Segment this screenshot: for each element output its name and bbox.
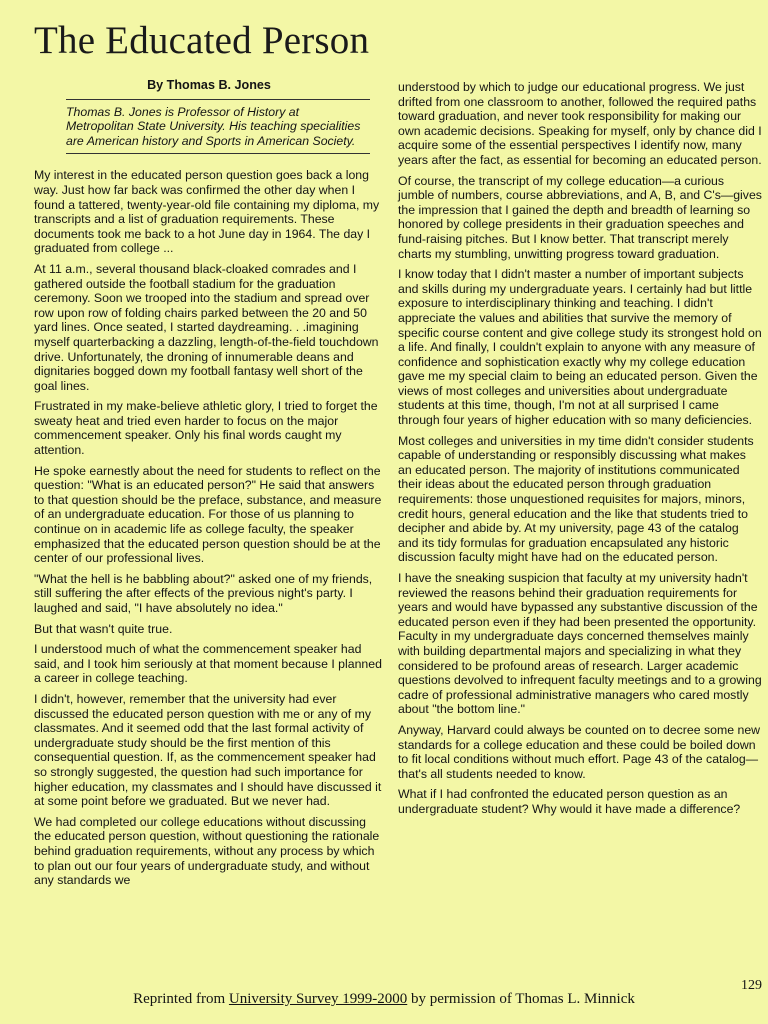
paragraph: My interest in the educated person question goes back a long way. Just how far back was confirmed the other day when I found a tattered, twenty-year-old file containing my diploma, my transcripts and a list of graduation requirements. These documents took me back to a hot June day in 1964. The day I graduated from college ... — [34, 168, 380, 256]
footer-source: University Survey 1999-2000 — [228, 991, 408, 1007]
paragraph: Most colleges and universities in my time didn't consider students capable of understanding or responsibly discussing what makes an educated person. The majority of institutions communicated their ideas about the educated person through graduation requirements: those unquestioned requisites for majors, minors, credit hours, general education and the like that students tried to decipher and abide by. At my university, page 43 of the catalog and its tidy formulas for graduation encapsulated any historic discussion faculty might have had on the educated person. — [398, 433, 754, 565]
paragraph: I know today that I didn't master a number of important subjects and skills during my undergraduate years. I certainly had but little exposure to interdisciplinary thinking and teaching. I didn't appreciate the values and abilities that survive the memory of specific course content and give college study its strongest hold on a life. And finally, I couldn't explain to anyone with any measure of confidence and sophistication exactly why my college education gave me my special claim to being an educated person. Given the views of most colleges and universities about undergraduate students at this time, though, I'm not at all surprised I came through four years of higher education with so many deficiencies. — [398, 267, 762, 428]
byline: By Thomas B. Jones — [147, 78, 271, 92]
paragraph: Of course, the transcript of my college education—a curious jumble of numbers, course abbreviations, and A, B, and C's—gives the impression that I gained the depth and breadth of learning so honored by college presidents in their graduation speeches and fund-raising pitches. But I know better. That transcript merely charts my stumbling, unwitting progress toward graduation. — [398, 173, 762, 261]
left-column — [34, 78, 384, 894]
reprint-footer — [0, 991, 768, 1008]
paragraph: I have the sneaking suspicion that faculty at my university hadn't reviewed the reasons behind their graduation requirements for years and would have bypassed any substantive discussion of the educated person even if they had been presented the opportunity. Faculty in my undergraduate days concerned themselves mainly with building departmental majors and specializing in what they considered to be profound areas of research. Larger academic questions devolved to infrequent faculty meetings and to a growing cadre of professional administrative managers who cared mostly about "the bottom line." — [398, 571, 762, 717]
author-bio: Thomas B. Jones is Professor of History at Metropolitan State University. His teaching specialities are American history and Sports in American Society. — [66, 99, 370, 155]
right-column — [398, 80, 762, 823]
footer-suffix: by permission of Thomas L. Minnick — [407, 991, 635, 1007]
paragraph: "What the hell is he babbling about?" asked one of my friends, still suffering the after effects of the previous night's party. I laughed and said, "I have absolutely no idea." — [34, 571, 373, 615]
paragraph: We had completed our college educations without discussing the educated person question, without questioning the rationale behind graduation requirements, without any process by which to plan out our four years of undergraduate study, and without any standards we — [34, 814, 380, 888]
paragraph: Anyway, Harvard could always be counted on to decree some new standards for a college education and these could be boiled down to fit local conditions without much effort. Page 43 of the catalog—that's all students needed to know. — [398, 722, 761, 781]
paragraph: He spoke earnestly about the need for students to reflect on the question: "What is an educated person?" He said that answers to that question should be the preface, substance, and measure of an undergraduate education. For those of us planning to continue on in academic life as college faculty, the speaker emphasized that the educated person question should be at the center of our professional lives. — [34, 463, 382, 566]
paragraph: I understood much of what the commencement speaker had said, and I took him seriously at that moment because I planned a career in college teaching. — [34, 642, 382, 686]
paragraph: Frustrated in my make-believe athletic glory, I tried to forget the sweaty heat and tried even harder to focus on the major commencement speaker. Only his final words caught my attention. — [34, 399, 378, 458]
paragraph: At 11 a.m., several thousand black-cloaked comrades and I gathered outside the football stadium for the graduation ceremony. Soon we trooped into the stadium and spread over row upon row of folding chairs parked between the 20 and 50 yard lines. Once seated, I started daydreaming. . .imagining myself quarterbacking a dazzling, length-of-the-field touchdown drive. Unfortunately, the droning of innumerable deans and dignitaries bogged down my football fantasy well short of the goal lines. — [34, 261, 379, 393]
paragraph: understood by which to judge our educational progress. We just drifted from one classroom to another, followed the required paths toward graduation, and never took responsibility for making our own academic decisions. Speaking for myself, only by chance did I acquire some of the essential perspectives I identify now, many years after the fact, as essential for becoming an educated person. — [398, 80, 762, 167]
paragraph: But that wasn't quite true. — [34, 621, 173, 636]
page-number: 129 — [741, 978, 762, 993]
article-title: The Educated Person — [34, 19, 370, 62]
footer-prefix: Reprinted from — [133, 991, 229, 1007]
paragraph: I didn't, however, remember that the university had ever discussed the educated person question with me or any of my classmates. And it seemed odd that the last formal activity of undergraduate study should be the first mention of this consequential question. If, as the commencement speaker had so strongly suggested, the question had such importance for higher education, my classmates and I should have discussed it at some point before we graduated. But we never had. — [34, 691, 382, 809]
paragraph: What if I had confronted the educated person question as an undergraduate student? Why would it have made a difference? — [398, 787, 741, 816]
